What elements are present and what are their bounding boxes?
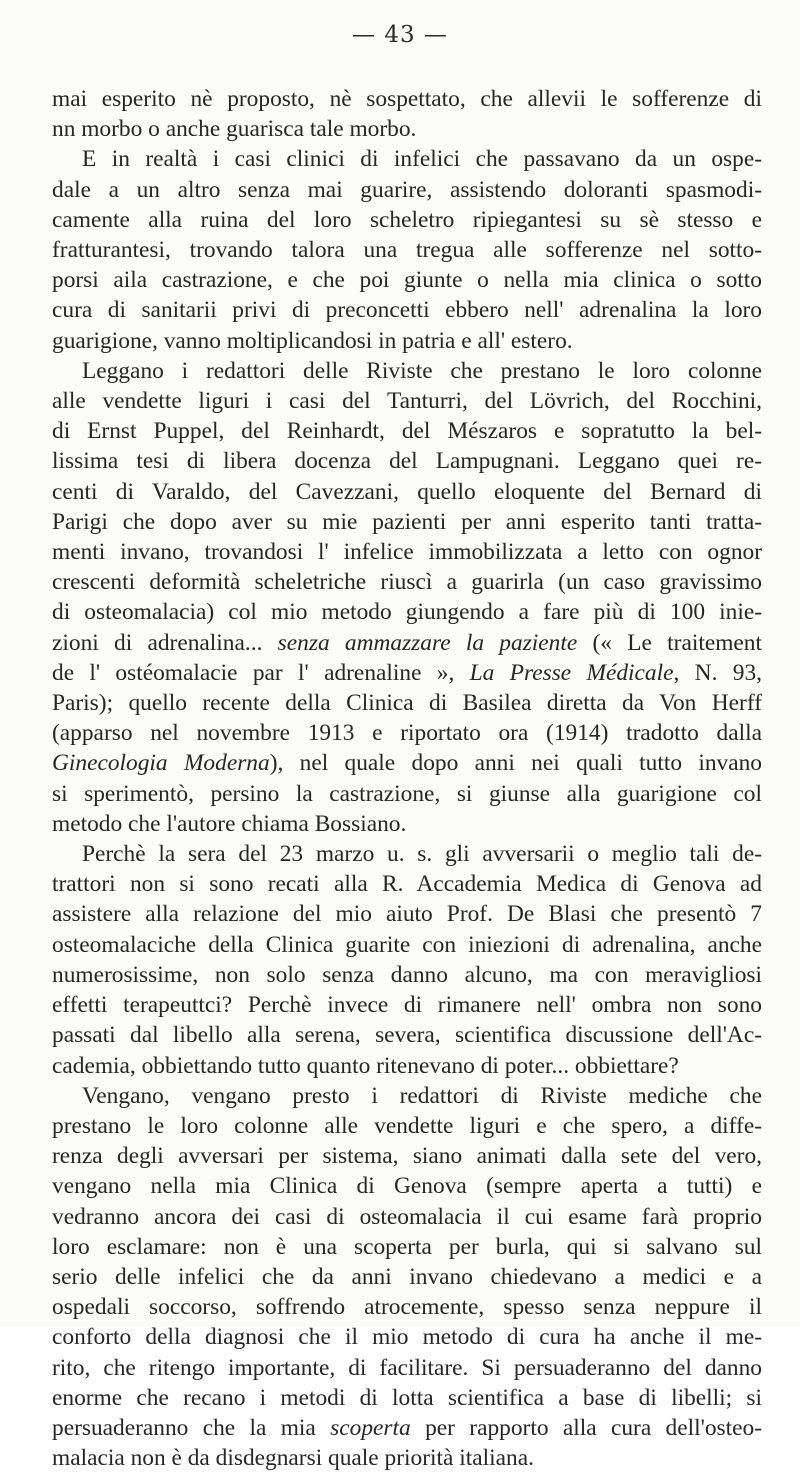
text-run: Perchè la sera del 23 marzo u. s. gli avversarii o meglio tali de- <box>82 841 762 868</box>
text-run: vedranno ancora dei casi di osteomalacia il cui esame farà proprio <box>52 1203 762 1230</box>
text-run: serio delle infelici che da anni invano chiedevano a medici e a <box>52 1263 762 1290</box>
text-run: prestano le loro colonne alle vendette liguri e che spero, a diffe- <box>52 1112 762 1139</box>
text-run: E in realtà i casi clinici di infelici che passavano da un ospe- <box>82 146 762 173</box>
paragraph-p1 <box>52 84 762 144</box>
text-line <box>52 567 762 597</box>
text-line <box>52 779 762 809</box>
text-line <box>52 144 762 174</box>
text-line <box>52 446 762 476</box>
text-run: fratturantesi, trovando talora una tregua alle sofferenze nel sotto- <box>52 237 762 264</box>
text-line <box>52 84 762 114</box>
text-run: renza degli avversari per sistema, siano animati dalla sete del vero, <box>52 1143 762 1170</box>
text-run: centi di Varaldo, del Cavezzani, quello eloquente del Bernard di <box>52 478 762 505</box>
text-run: Paris); quello recente della Clinica di Basilea diretta da Von Herff <box>52 690 762 717</box>
text-line <box>52 1171 762 1201</box>
text-run: vengano nella mia Clinica di Genova (sempre aperta a tutti) e <box>52 1173 762 1200</box>
text-run: (« Le traitement <box>577 629 762 656</box>
text-line <box>52 809 762 839</box>
italic-text: La Presse Médicale <box>469 659 674 686</box>
text-line <box>52 1232 762 1262</box>
text-line <box>52 114 762 144</box>
text-line <box>52 1020 762 1050</box>
text-run: zioni di adrenalina... <box>52 629 278 656</box>
paragraph-p4 <box>52 839 762 1081</box>
text-line <box>52 990 762 1020</box>
text-line <box>52 235 762 265</box>
text-line <box>52 1051 762 1081</box>
text-run: osteomalaciche della Clinica guarite con iniezioni di adrenalina, anche <box>52 931 762 958</box>
italic-text: senza ammazzare la paziente <box>277 629 578 656</box>
text-line <box>52 477 762 507</box>
text-line <box>52 658 762 688</box>
text-line <box>52 597 762 627</box>
text-run: lissima tesi di libera docenza del Lampugnani. Leggano quei re- <box>52 448 762 475</box>
text-line <box>52 1141 762 1171</box>
text-run: guarigione, vanno moltiplicandosi in patria e all' estero. <box>52 327 573 354</box>
text-run: rito, che ritengo importante, di facilitare. Si persuaderanno del danno <box>52 1354 762 1381</box>
body-text <box>52 84 762 1473</box>
text-line <box>52 1353 762 1383</box>
paragraph-p3 <box>52 356 762 839</box>
text-line <box>52 869 762 899</box>
text-line <box>52 1262 762 1292</box>
text-line <box>52 1111 762 1141</box>
text-run: ospedali soccorso, soffrendo atrocemente, spesso senza neppure il <box>52 1294 762 1321</box>
text-line <box>52 930 762 960</box>
text-run: numerosissime, non solo senza danno alcuno, ma con meravigliosi <box>52 961 762 988</box>
page-number: — 43 — <box>352 22 448 48</box>
text-run: metodo che l'autore chiama Bossiano. <box>52 810 407 837</box>
text-run: malacia non è da disdegnarsi quale priorità italiana. <box>52 1445 534 1472</box>
text-run: camente alla ruina del loro scheletro ripiegantesi su sè stesso e <box>52 206 762 233</box>
text-line <box>52 175 762 205</box>
text-run: di Ernst Puppel, del Reinhardt, del Mészaros e sopratutto la bel- <box>52 418 762 445</box>
text-run: persuaderanno che la mia <box>52 1414 331 1441</box>
text-run: de l' ostéomalacie par l' adrenaline », <box>52 659 470 686</box>
text-run: alle vendette liguri i casi del Tanturri, del Lövrich, del Rocchini, <box>52 388 762 415</box>
text-run: conforto della diagnosi che il mio metodo di cura ha anche il me- <box>52 1324 762 1351</box>
text-line <box>52 356 762 386</box>
text-run: crescenti deformità scheletriche riuscì a guarirla (un caso gravissimo <box>52 569 762 596</box>
text-line <box>52 628 762 658</box>
text-run: (apparso nel novembre 1913 e riportato ora (1914) tradotto dalla <box>52 720 762 747</box>
text-run: menti invano, trovandosi l' infelice immobilizzata a letto con ognor <box>52 539 762 566</box>
text-line <box>52 748 762 778</box>
text-run: loro esclamare: non è una scoperta per burla, qui si salvano sul <box>52 1233 762 1260</box>
text-line <box>52 205 762 235</box>
text-run: cademia, obbiettando tutto quanto ritenevano di poter... obbiettare? <box>52 1052 679 1079</box>
text-line <box>52 899 762 929</box>
text-line <box>52 537 762 567</box>
text-line <box>52 1443 762 1473</box>
italic-text: Ginecologia Moderna <box>52 750 270 777</box>
text-line <box>52 1202 762 1232</box>
text-run: di osteomalacia) col mio metodo giungendo a fare più di 100 inie- <box>52 599 762 626</box>
italic-text: scoperta <box>330 1414 411 1441</box>
text-run: ), nel quale dopo anni nei quali tutto invano <box>269 750 763 777</box>
text-run: si sperimentò, persino la castrazione, si giunse alla guarigione col <box>52 780 762 807</box>
text-line <box>52 839 762 869</box>
text-run: Parigi che dopo aver su mie pazienti per anni esperito tanti tratta- <box>52 508 762 535</box>
text-run: nn morbo o anche guarisca tale morbo. <box>52 116 417 143</box>
paragraph-p2 <box>52 144 762 355</box>
text-run: porsi aila castrazione, e che poi giunte o nella mia clinica o sotto <box>52 267 762 294</box>
text-run: dale a un altro senza mai guarire, assistendo doloranti spasmodi- <box>52 176 762 203</box>
text-line <box>52 1081 762 1111</box>
text-run: passati dal libello alla serena, severa, scientifica discussione dell'Ac- <box>52 1022 762 1049</box>
text-line <box>52 386 762 416</box>
text-line <box>52 1383 762 1413</box>
text-line <box>52 1413 762 1443</box>
text-run: effetti terapeuttci? Perchè invece di rimanere nell' ombra non sono <box>52 992 762 1019</box>
text-run: Leggano i redattori delle Riviste che prestano le loro colonne <box>82 357 762 384</box>
text-run: assistere alla relazione del mio aiuto Prof. De Blasi che presentò 7 <box>52 901 762 928</box>
text-run: cura di sanitarii privi di preconcetti ebbero nell' adrenalina la loro <box>52 297 762 324</box>
text-run: enorme che recano i metodi di lotta scientifica a base di libelli; si <box>52 1384 762 1411</box>
text-run: trattori non si sono recati alla R. Accademia Medica di Genova ad <box>52 871 762 898</box>
text-line <box>52 265 762 295</box>
text-line <box>52 1292 762 1322</box>
text-line <box>52 718 762 748</box>
text-line <box>52 326 762 356</box>
paragraph-p5 <box>52 1081 762 1473</box>
text-line <box>52 960 762 990</box>
text-run: , N. 93, <box>673 659 762 686</box>
text-run: Vengano, vengano presto i redattori di Riviste mediche che <box>82 1082 762 1109</box>
text-line <box>52 688 762 718</box>
text-run: per rapporto alla cura dell'osteo- <box>410 1414 763 1441</box>
text-line <box>52 416 762 446</box>
text-run: mai esperito nè proposto, nè sospettato, che allevii le sofferenze di <box>52 86 762 112</box>
text-line <box>52 295 762 325</box>
text-line <box>52 507 762 537</box>
